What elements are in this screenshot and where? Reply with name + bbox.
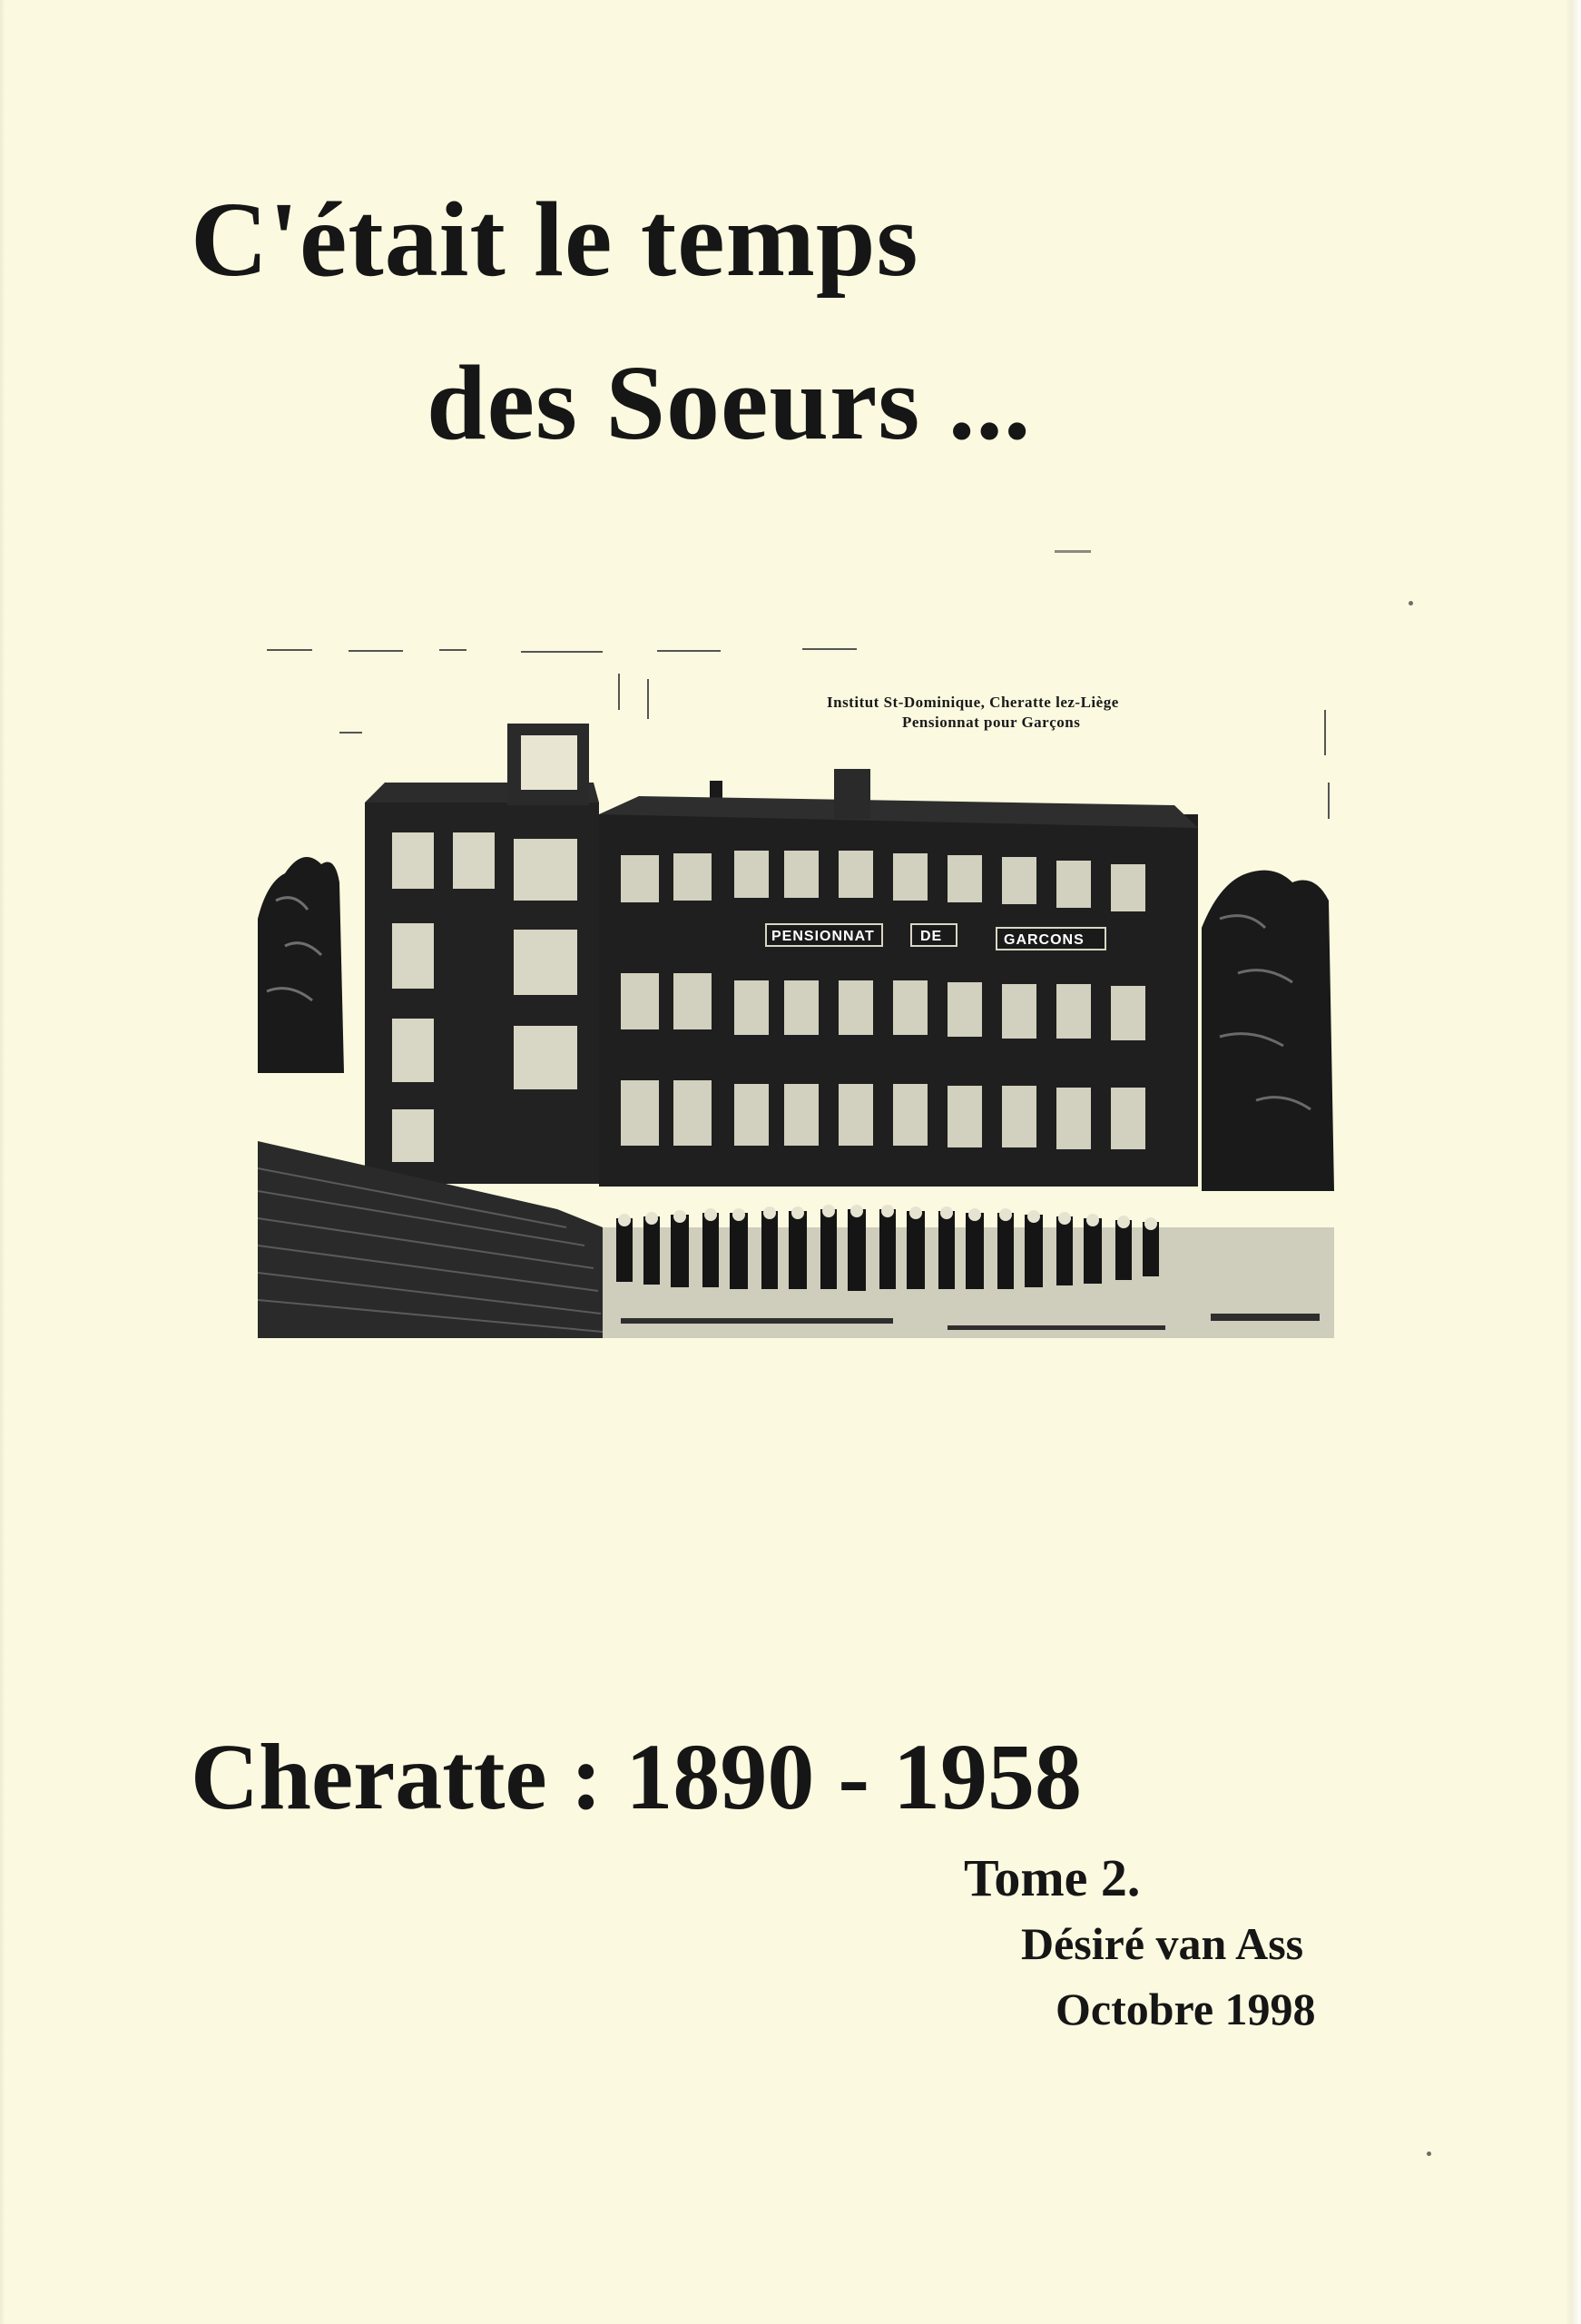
- print-speck: [1409, 601, 1413, 606]
- photo-caption-boarding-school: Pensionnat pour Garçons: [902, 714, 1081, 731]
- title-line-1: C'était le temps: [191, 180, 919, 299]
- facade-sign-left: PENSIONNAT: [771, 929, 875, 944]
- title-line-2: des Soeurs ...: [427, 343, 1032, 462]
- page-left-edge: [0, 0, 5, 2324]
- publication-date: Octobre 1998: [1056, 1984, 1316, 2034]
- facade-sign-middle: DE: [920, 929, 943, 944]
- trees-left: [258, 857, 344, 1073]
- author-name: Désiré van Ass: [1021, 1918, 1304, 1969]
- print-speck: [1055, 550, 1091, 553]
- pensionnat-building-illustration: [258, 646, 1334, 1338]
- print-speck: [1427, 2152, 1431, 2156]
- volume-label: Tome 2.: [964, 1848, 1141, 1907]
- page-right-edge: [1565, 0, 1581, 2324]
- main-wing: [599, 769, 1198, 1187]
- photo-caption-institution: Institut St-Dominique, Cheratte lez-Liège: [827, 694, 1119, 711]
- trees-right: [1202, 871, 1334, 1191]
- cover-photo: [258, 646, 1334, 1338]
- facade-sign-right: GARCONS: [1004, 932, 1085, 948]
- subtitle-place-and-years: Cheratte : 1890 - 1958: [191, 1725, 1082, 1829]
